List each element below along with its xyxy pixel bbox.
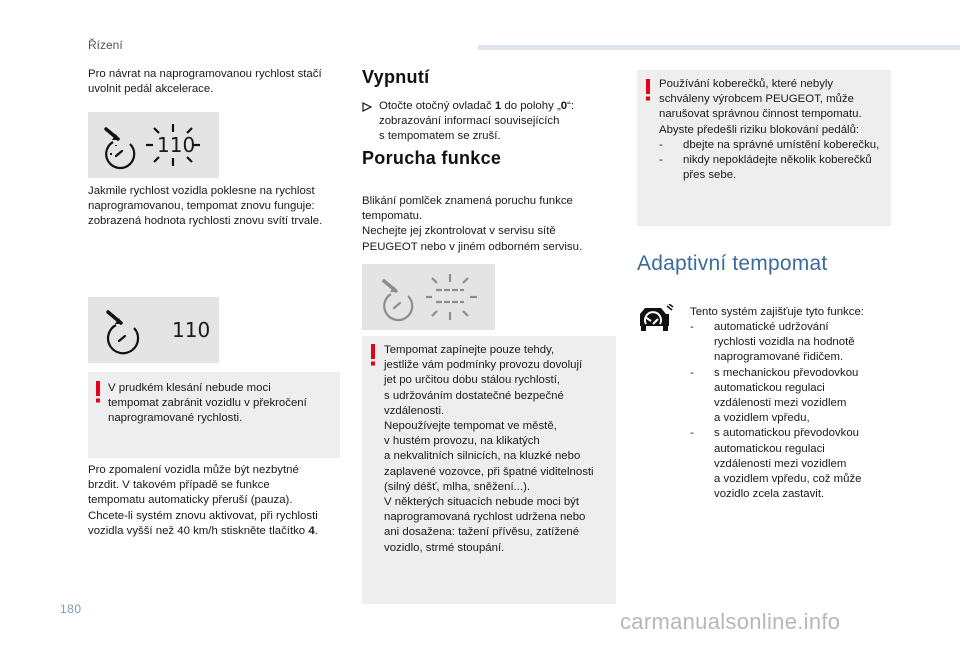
paragraph-braking <box>88 463 350 539</box>
list-item <box>690 426 900 502</box>
warning-box-floor-mats <box>637 70 891 226</box>
malfunction-text: Blikání pomlček znamená poruchu funkce tempomatu. Nechejte jej zkontrolovat v servisu sítě PEUGEOT nebo v jiném odborném servisu. <box>362 195 583 253</box>
adaptive-cruise-car-icon <box>636 304 674 334</box>
list-dash: - <box>659 139 663 151</box>
list-dash: - <box>690 366 694 379</box>
list-item-text: s automatickou převodovkou automatickou regulaci vzdálenosti mezi vozidlem a vozidlem vpředu, což může vozidlo zcela zastavit. <box>714 427 862 501</box>
list-item <box>659 153 889 183</box>
warning-list <box>659 138 889 184</box>
instruction-text: do polohy „ <box>501 100 561 112</box>
list-dash: - <box>690 321 694 333</box>
display-malfunction-dashes <box>362 264 495 330</box>
warning-box-downhill <box>88 372 340 458</box>
warning-icon <box>643 79 653 101</box>
warning-box-usage <box>362 336 616 604</box>
adaptive-intro: Tento systém zajišťuje tyto funkce: <box>690 306 864 318</box>
button-ref: 4 <box>308 524 315 537</box>
braking-text: Pro zpomalení vozidla může být nezbytné brzdit. V takovém případě se funkce tempomatu automaticky přeruší (pauza). Chcete-li systém znovu aktivovat, při rychlosti vozidla vyšší než 40 km/h stiskněte tlačítko <box>88 464 318 537</box>
watermark: carmanualsonline.info <box>620 609 841 634</box>
page-number: 180 <box>60 602 82 616</box>
position-ref: 0 <box>560 100 568 112</box>
heading-switch-off: Vypnutí <box>362 67 430 87</box>
warning-text: Tempomat zapínejte pouze tehdy, jestliže vám podmínky provozu dovolují jet po určitou dobu stálou rychlostí, s udržováním dostatečné bezpečné vzdálenosti. Nepoužívejte tempomat ve městě, v hustém provozu, na klikatých a nekvalitních silnicích, na kluzké nebo zaplavené vozovce, při špatné viditelnosti (silný déšť, mlha, sněžení...). V některých situacích nebude moci být naprogramovaná rychlost udržena nebo ani dosažena: tažení přívěsu, zatížené vozidlo, strmé stoupání. <box>384 344 594 554</box>
switch-off-instruction <box>379 99 619 145</box>
list-dash: - <box>690 427 694 440</box>
pointer-bullet-icon <box>362 102 372 112</box>
instruction-text: “: zobrazování informací souvisejících s tempomatem se zruší. <box>379 100 575 143</box>
list-item-text: automatické udržování rychlosti vozidla na hodnotě naprogramované řidičem. <box>714 321 855 364</box>
warning-icon <box>93 381 103 403</box>
list-item <box>690 366 900 427</box>
list-item <box>690 320 900 366</box>
list-item-text: dbejte na správné umístění koberečku, <box>683 139 880 151</box>
adaptive-feature-list <box>690 320 900 502</box>
paragraph-reactivate: Jakmile rychlost vozidla poklesne na rychlost naprogramovanou, tempomat znovu funguje: zobrazená hodnota rychlosti znovu svítí trvale. <box>88 185 323 228</box>
heading-malfunction: Porucha funkce <box>362 148 502 168</box>
warning-text: Používání koberečků, které nebyly schváleny výrobcem PEUGEOT, může narušovat správnou činnost tempomatu. Abyste předešli riziku blokování pedálů: <box>659 78 862 136</box>
braking-text-end: . <box>314 524 318 537</box>
speed-value: 110 <box>172 318 211 342</box>
list-item-text: nikdy nepokládejte několik koberečků přes sebe. <box>683 154 872 182</box>
control-ref: 1 <box>494 100 502 112</box>
list-item-text: s mechanickou převodovkou automatickou regulaci vzdálenosti mezi vozidlem a vozidlem vpředu, <box>714 366 859 425</box>
display-speed-flashing <box>88 112 219 178</box>
speed-value: 110 <box>157 133 196 157</box>
speedometer-arrow-icon <box>362 264 495 330</box>
header-bar <box>478 45 960 50</box>
section-label: Řízení <box>88 38 123 52</box>
warning-text: V prudkém klesání nebude moci tempomat zabránit vozidlu v překročení naprogramované rychlosti. <box>108 382 307 425</box>
speedometer-arrow-icon <box>88 112 219 178</box>
list-item <box>659 138 889 153</box>
paragraph-resume: Pro návrat na naprogramovanou rychlost stačí uvolnit pedál akcelerace. <box>88 68 322 96</box>
warning-icon <box>368 344 378 366</box>
list-dash: - <box>659 154 663 167</box>
heading-adaptive-cruise: Adaptivní tempomat <box>637 252 828 275</box>
display-speed-steady <box>88 297 219 363</box>
instruction-text: Otočte otočný ovladač <box>379 100 495 112</box>
